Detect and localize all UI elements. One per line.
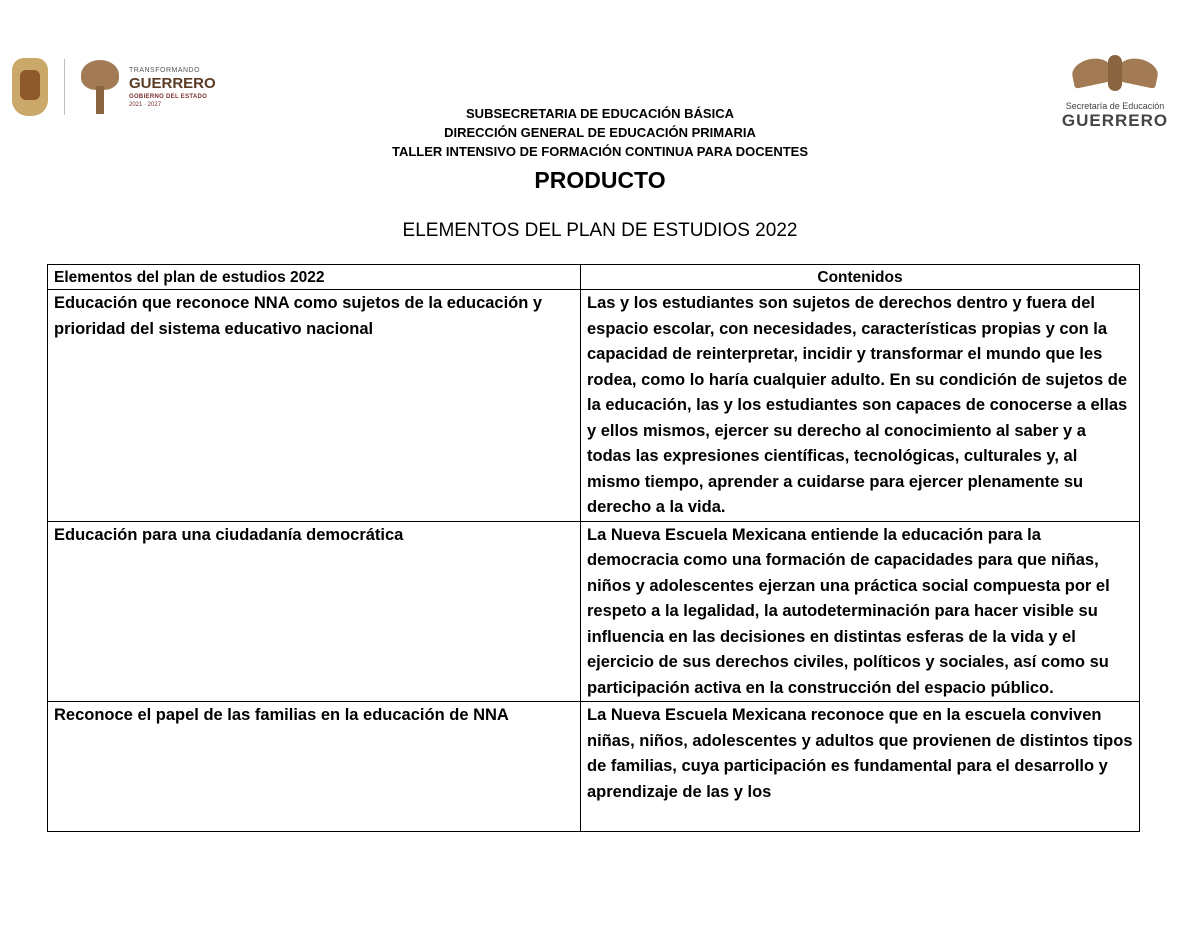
guerrero-label: GUERRERO	[1061, 111, 1169, 130]
logo-tagline: TRANSFORMANDO	[129, 66, 201, 74]
content-cell: Las y los estudiantes son sujetos de derechos dentro y fuera del espacio escolar, con necesidades, características propias y con la capacidad de reinterpretar, incidir y transformar el mundo que les rodea, como lo haría cualquier adulto. En su condición de sujetos de la educación, las y los estudiantes son capaces de conocerse a ellas y ellos mismos, ejercer su derecho al conocimiento al saber y a todas las expresiones científicas, tecnológicas, culturales y, al mismo tiempo, aprender a cuidarse para ejercer plenamente su derecho a la vida.	[581, 290, 1140, 522]
page-title: PRODUCTO	[534, 167, 666, 193]
eagle-emblem-icon	[1070, 55, 1160, 93]
transformando-guerrero-wordmark	[129, 67, 216, 108]
plan-elements-table	[47, 264, 1140, 832]
table-row	[48, 290, 1140, 522]
logo-years: 2021 · 2027	[129, 101, 162, 108]
column-header-contenidos: Contenidos	[581, 265, 1140, 290]
element-text: Reconoce el papel de las familias en la educación de NNA	[54, 706, 509, 724]
content-text: La Nueva Escuela Mexicana reconoce que en la escuela conviven niñas, niños, adolescentes y adultos que provienen de distintos tipos de familias, cuya participación es fundamental para el desarrollo y aprendizaje de las y los	[587, 706, 1133, 801]
column-header-elementos: Elementos del plan de estudios 2022	[48, 265, 581, 290]
logo-gobierno: GOBIERNO DEL ESTADO	[129, 93, 208, 100]
table-row	[48, 702, 1140, 832]
header-subsecretaria: SUBSECRETARIA DE EDUCACIÓN BÁSICA	[466, 106, 734, 121]
table-row	[48, 521, 1140, 702]
logo-name: GUERRERO	[129, 74, 216, 92]
table-header-row	[48, 265, 1140, 290]
page-subtitle: ELEMENTOS DEL PLAN DE ESTUDIOS 2022	[402, 220, 798, 241]
element-cell: Educación que reconoce NNA como sujetos de la educación y prioridad del sistema educativo nacional	[48, 290, 581, 522]
header-taller: TALLER INTENSIVO DE FORMACIÓN CONTINUA PARA DOCENTES	[392, 144, 808, 159]
content-cell: La Nueva Escuela Mexicana entiende la educación para la democracia como una formación de capacidades para que niñas, niños y adolescentes ejerzan una práctica social compuesta por el respeto a la legalidad, la autodeterminación para hacer visible su influencia en las decisiones en distintas esferas de la vida y el ejercicio de sus derechos civiles, políticos y sociales, así como su participación activa en la construcción del espacio público.	[581, 521, 1140, 702]
content-cell	[581, 702, 1140, 832]
secretaria-label: Secretaría de Educación	[1065, 101, 1165, 111]
element-cell	[48, 702, 581, 832]
header-direccion: DIRECCIÓN GENERAL DE EDUCACIÓN PRIMARIA	[444, 125, 756, 140]
element-cell: Educación para una ciudadanía democrática	[48, 521, 581, 702]
